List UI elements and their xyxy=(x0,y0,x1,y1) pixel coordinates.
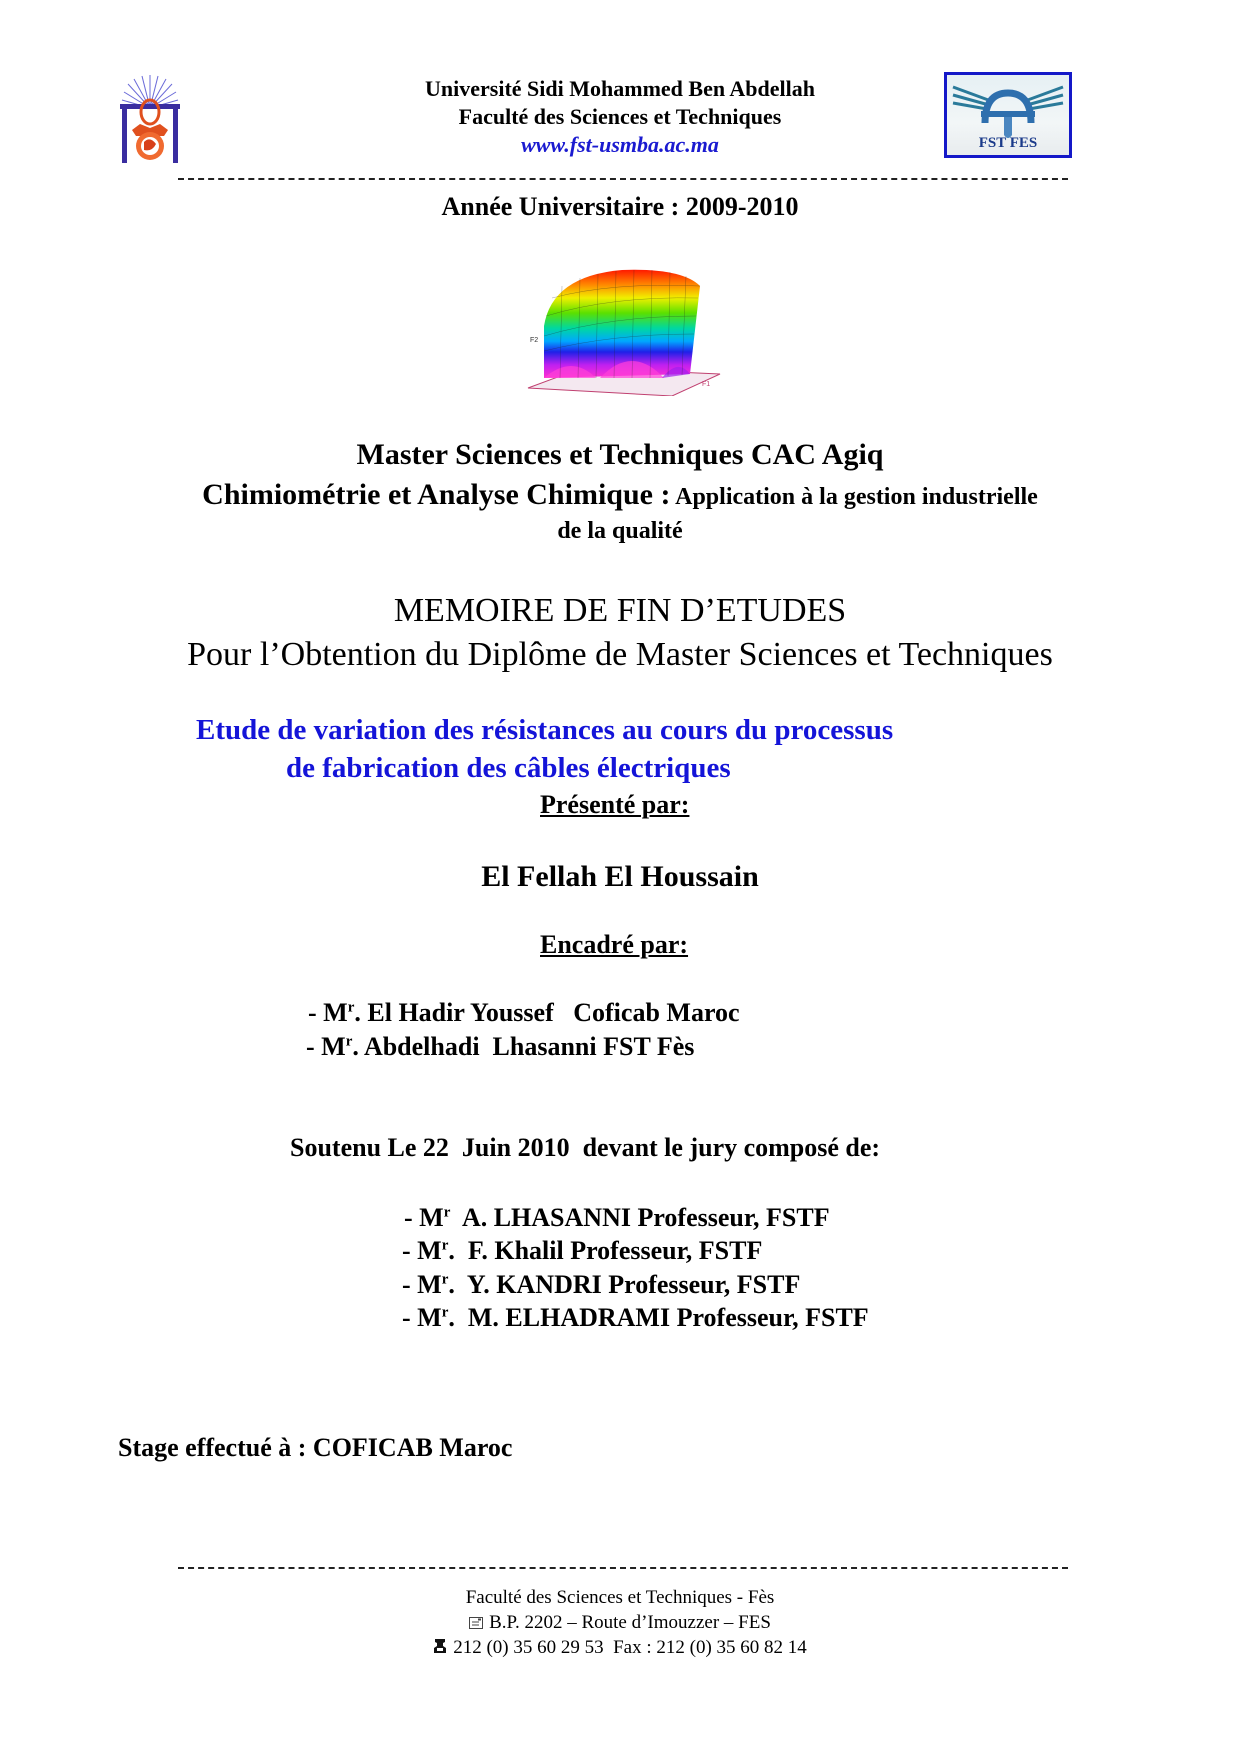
academic-year: Année Universitaire : 2009-2010 xyxy=(441,192,799,221)
svg-text:F1: F1 xyxy=(702,381,711,388)
response-surface-figure xyxy=(522,256,722,396)
specialty-sub-continued: de la qualité xyxy=(557,518,683,544)
program-specialty xyxy=(0,478,1240,512)
presented-by-label: Présenté par: xyxy=(540,790,690,819)
author-name: El Fellah El Houssain xyxy=(481,860,759,893)
header-separator xyxy=(178,178,1068,180)
thesis-title-line-2: de fabrication des câbles électriques xyxy=(286,752,731,784)
thesis-purpose: Pour l’Obtention du Diplôme de Master Sciences et Techniques xyxy=(187,636,1053,673)
university-name: Université Sidi Mohammed Ben Abdellah xyxy=(425,76,815,101)
supervisor-item: - $M^r$. El Hadir Youssef Coficab Maroc xyxy=(308,998,740,1027)
defense-statement: Soutenu Le 22 Juin 2010 devant le jury composé de: xyxy=(290,1133,881,1162)
jury-member: - $M^r$. Y. KANDRI Professeur, FSTF xyxy=(402,1270,801,1299)
specialty-sub: Application à la gestion industrielle xyxy=(670,484,1038,510)
telephone-icon xyxy=(433,1636,447,1661)
jury-member: - $M^r$. F. Khalil Professeur, FSTF xyxy=(402,1236,763,1265)
supervised-by-label: Encadré par: xyxy=(540,930,689,959)
specialty-main: Chimiométrie et Analyse Chimique : xyxy=(202,478,671,511)
master-program-title: Master Sciences et Techniques CAC Agiq xyxy=(356,438,884,471)
jury-member: - $M^r$. M. ELHADRAMI Professeur, FSTF xyxy=(402,1303,869,1332)
mailbox-icon xyxy=(469,1611,483,1636)
jury-member: - $M^r$ A. LHASANNI Professeur, FSTF xyxy=(404,1203,830,1232)
fst-fes-logo-text: FST FES xyxy=(978,135,1038,151)
footer-separator xyxy=(178,1567,1068,1569)
website-link[interactable]: www.fst-usmba.ac.ma xyxy=(521,132,719,157)
svg-text:F2: F2 xyxy=(530,337,539,344)
thesis-type: MEMOIRE DE FIN D’ETUDES xyxy=(393,592,847,629)
footer-address: B.P. 2202 – Route d’Imouzzer – FES xyxy=(0,1610,1240,1636)
supervisor-item: - $M^r$. Abdelhadi Lhasanni FST Fès xyxy=(306,1032,695,1061)
internship-location: Stage effectué à : COFICAB Maroc xyxy=(118,1433,513,1462)
faculty-name: Faculté des Sciences et Techniques xyxy=(458,104,782,129)
thesis-title-line-1: Etude de variation des résistances au cours du processus xyxy=(196,714,894,746)
footer-phone-fax: 212 (0) 35 60 29 53 Fax : 212 (0) 35 60 82 14 xyxy=(0,1635,1240,1661)
fst-fes-logo xyxy=(944,72,1072,158)
footer-faculty: Faculté des Sciences et Techniques - Fès xyxy=(465,1587,775,1608)
